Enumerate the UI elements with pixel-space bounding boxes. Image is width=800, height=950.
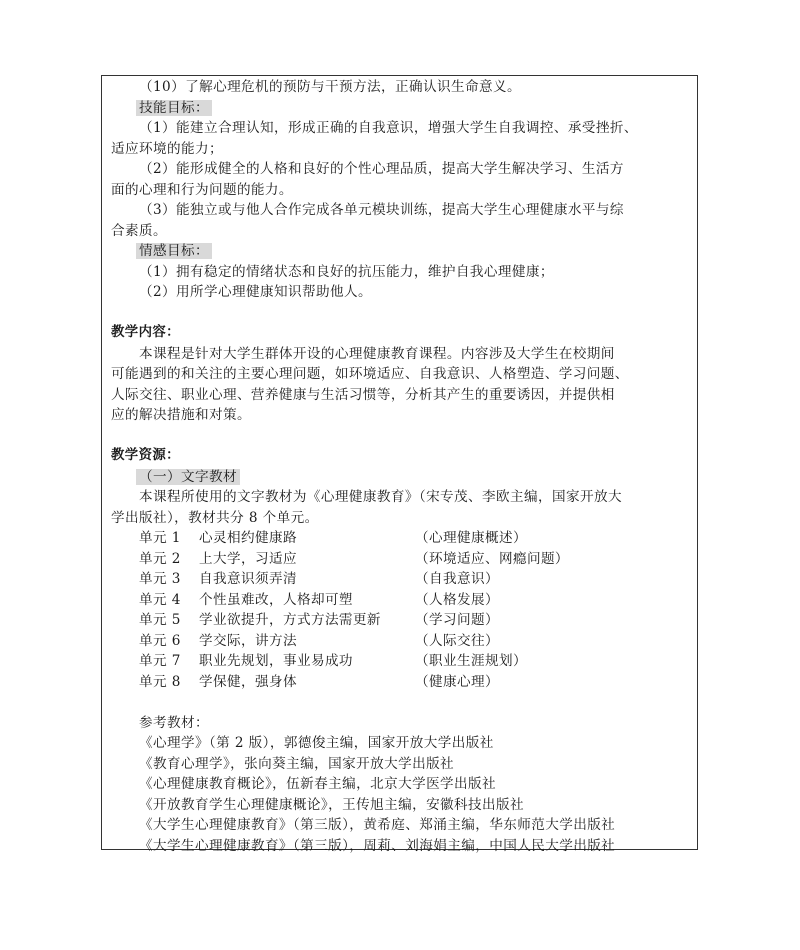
unit-row	[111, 569, 691, 590]
skill-item-3-cont: 合素质。	[111, 222, 167, 239]
reference-item: 《大学生心理健康教育》（第三版），周莉、刘海娟主编，中国人民大学出版社	[139, 837, 616, 854]
materials-intro-line-1: 本课程所使用的文字教材为《心理健康教育》（宋专茂、李欧主编，国家开放大	[139, 489, 622, 505]
unit-topic: （人际交往）	[415, 632, 499, 649]
unit-number: 单元 5	[139, 612, 181, 628]
unit-title: 上大学，习适应	[199, 550, 297, 567]
unit-topic: （人格发展）	[415, 591, 499, 608]
unit-title: 学业欲提升，方式方法需更新	[199, 612, 381, 628]
teaching-content-line-1: 本课程是针对大学生群体开设的心理健康教育课程。内容涉及大学生在校期间	[139, 345, 615, 362]
text-materials-subheading-row	[111, 467, 691, 488]
unit-number: 单元 3	[139, 571, 181, 587]
skill-objectives-label-row	[111, 98, 691, 119]
reference-item: 《教育心理学》，张向葵主编，国家开放大学出版社	[139, 755, 455, 772]
skill-item-2: （2）能形成健全的人格和良好的个性心理品质，提高大学生解决学习、生活方	[139, 161, 624, 177]
teaching-content-line-2: 可能遇到的和关注的主要心理问题，如环境适应、自我意识、人格塑造、学习问题、	[111, 366, 629, 382]
unit-topic: （健康心理）	[415, 673, 499, 690]
reference-item: 《心理健康教育概论》，伍新春主编，北京大学医学出版社	[139, 776, 497, 792]
unit-row	[111, 590, 691, 611]
unit-number: 单元 7	[139, 653, 181, 669]
emotion-item-1: （1）拥有稳定的情绪状态和良好的抗压能力，维护自我心理健康；	[139, 263, 554, 280]
reference-item: 《大学生心理健康教育》（第三版），黄希庭、郑涌主编，华东师范大学出版社	[139, 817, 616, 833]
unit-title: 学保健，强身体	[199, 673, 297, 690]
emotion-objectives-label-row	[111, 241, 691, 262]
unit-number: 单元 1	[139, 530, 181, 546]
unit-row	[111, 631, 691, 652]
skill-item-1: （1）能建立合理认知，形成正确的自我意识，增强大学生自我调控、承受挫折、	[139, 120, 638, 136]
unit-title: 自我意识须弄清	[199, 571, 297, 587]
unit-number: 单元 2	[139, 550, 181, 567]
unit-topic: （环境适应、网瘾问题）	[415, 550, 569, 567]
skill-item-2-cont: 面的心理和行为问题的能力。	[111, 181, 293, 198]
teaching-content-heading: 教学内容：	[111, 325, 180, 340]
unit-title: 职业先规划，事业易成功	[199, 653, 353, 669]
skill-item-1-cont: 适应环境的能力；	[111, 140, 223, 157]
text-materials-subheading: （一）文字教材	[136, 469, 240, 485]
unit-row	[111, 651, 691, 672]
skill-objectives-label: 技能目标：	[136, 100, 212, 116]
reference-item: 《心理学》（第 2 版），郭德俊主编，国家开放大学出版社	[139, 735, 494, 751]
emotion-objectives-label: 情感目标：	[136, 243, 212, 259]
teaching-content-line-4: 应的解决措施和对策。	[111, 407, 251, 423]
unit-row	[111, 528, 691, 549]
objective-item-10: （10）了解心理危机的预防与干预方法，正确认识生命意义。	[139, 79, 521, 95]
unit-topic: （自我意识）	[415, 571, 499, 587]
document-body	[111, 77, 691, 856]
unit-topic: （职业生涯规划）	[415, 653, 527, 669]
teaching-resources-heading: 教学资源：	[111, 448, 180, 463]
unit-title: 个性虽难改，人格却可塑	[199, 591, 353, 608]
unit-title: 学交际，讲方法	[199, 632, 297, 649]
unit-row	[111, 610, 691, 631]
unit-number: 单元 8	[139, 673, 181, 690]
reference-item: 《开放教育学生心理健康概论》，王传旭主编，安徽科技出版社	[139, 796, 525, 813]
unit-number: 单元 6	[139, 632, 181, 649]
unit-title: 心灵相约健康路	[199, 530, 297, 546]
emotion-item-2: （2）用所学心理健康知识帮助他人。	[139, 284, 372, 300]
unit-row	[111, 672, 691, 693]
materials-intro-line-2: 学出版社），教材共分 8 个单元。	[111, 509, 319, 526]
unit-row	[111, 549, 691, 570]
skill-item-3: （3）能独立或与他人合作完成各单元模块训练，提高大学生心理健康水平与综	[139, 202, 624, 218]
unit-number: 单元 4	[139, 591, 181, 608]
unit-topic: （心理健康概述）	[415, 530, 527, 546]
reference-label: 参考教材：	[139, 714, 209, 731]
unit-topic: （学习问题）	[415, 612, 499, 628]
teaching-content-line-3: 人际交往、职业心理、营养健康与生活习惯等，分析其产生的重要诱因，并提供相	[111, 386, 615, 403]
